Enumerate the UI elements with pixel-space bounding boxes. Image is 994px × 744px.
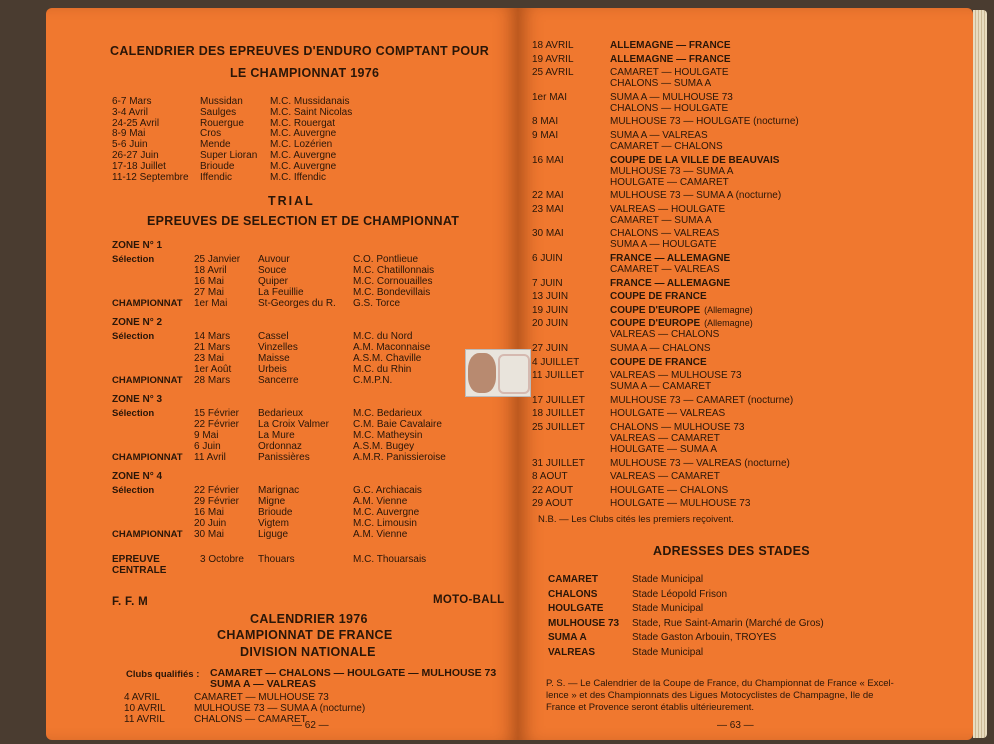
game-suffix: (Allemagne): [704, 304, 753, 315]
enduro-date: 6-7 Mars: [112, 96, 152, 107]
lgjb-logo: [498, 354, 530, 394]
page-number-63: — 63 —: [717, 720, 754, 731]
centrale-date: 3 Octobre: [200, 554, 244, 565]
zone-row-date: 23 Mai: [194, 353, 225, 364]
game-line: SUMA A — CAMARET: [610, 381, 712, 393]
zone-row-place: Brioude: [258, 507, 293, 518]
stade-club: CHALONS: [548, 588, 598, 600]
enduro-date: 17-18 Juillet: [112, 160, 166, 172]
zone-row-club: A.S.M. Bugey: [353, 441, 415, 452]
zone-row-place: Souce: [258, 265, 287, 276]
zone-row-date: 25 Janvier: [194, 254, 241, 265]
enduro-place: Saulges: [200, 106, 237, 118]
zone-row-club: A.M.R. Panissieroise: [353, 452, 446, 463]
game-date: 30 MAI: [532, 228, 564, 240]
game-line: CAMARET — SUMA A: [610, 214, 712, 226]
game-date: 19 AVRIL: [532, 53, 574, 65]
game-line: SUMA A — HOULGATE: [610, 239, 717, 251]
game-line: CHALONS — MULHOUSE 73: [610, 422, 745, 433]
game-line: FRANCE — ALLEMAGNE: [610, 277, 731, 289]
motoball-title-2: CHAMPIONNAT DE FRANCE: [217, 628, 393, 642]
centrale-label-1: EPREUVE: [112, 554, 160, 565]
game-date: 22 AOUT: [532, 484, 574, 496]
zone-row-club: A.M. Vienne: [353, 529, 408, 540]
game-date: 29 AOUT: [532, 498, 574, 510]
game-text: CHALONS — CAMARET: [194, 714, 307, 725]
motoball-label: MOTO-BALL: [433, 594, 505, 606]
zone-heading: ZONE N° 4: [112, 471, 163, 482]
game-line: HOULGATE — CHALONS: [610, 484, 729, 496]
zone-row-place: Vinzelles: [258, 342, 298, 353]
zone-row-date: 20 Juin: [194, 518, 227, 529]
stade-club: VALREAS: [548, 646, 596, 658]
clubs-line-2: SUMA A — VALREAS: [210, 678, 316, 690]
ps-line-3: France et Provence seront établis ultérieurement.: [546, 702, 755, 713]
zone-row-date: 14 Mars: [194, 331, 231, 342]
enduro-title-line2: LE CHAMPIONNAT 1976: [230, 66, 380, 80]
ps-line-1: P. S. — Le Calendrier de la Coupe de France, du Championnat de France « Excel-: [546, 678, 894, 689]
game-date: 6 JUIN: [532, 253, 563, 264]
zone-row-label: Sélection: [112, 331, 155, 342]
clubs-line-1: CAMARET — CHALONS — HOULGATE — MULHOUSE 73: [210, 667, 497, 679]
game-date: 4 AVRIL: [124, 692, 160, 703]
game-line: COUPE DE FRANCE: [610, 291, 707, 303]
game-line: CHALONS — VALREAS: [610, 228, 720, 240]
game-date: 18 JUILLET: [532, 408, 585, 420]
zone-row-date: 22 Février: [194, 419, 240, 430]
stade-club: MULHOUSE 73: [548, 617, 620, 629]
enduro-club: M.C. Saint Nicolas: [270, 106, 353, 118]
trial-title: TRIAL: [268, 194, 315, 208]
zone-row-place: Migne: [258, 496, 286, 507]
game-date: 19 JUIN: [532, 304, 569, 316]
zone-row-place: Ordonnaz: [258, 441, 302, 452]
game-date: 22 MAI: [532, 190, 564, 202]
zone-row-place: Auvour: [258, 254, 290, 265]
enduro-club: M.C. Iffendic: [270, 171, 326, 183]
stade-club: HOULGATE: [548, 603, 604, 614]
game-line: MULHOUSE 73 — SUMA A: [610, 165, 734, 177]
motoball-title-3: DIVISION NATIONALE: [240, 645, 376, 659]
game-date: 18 AVRIL: [532, 40, 574, 51]
zone-row-place: Vigtem: [258, 518, 289, 529]
game-text: CAMARET — MULHOUSE 73: [194, 692, 329, 703]
stade-club: SUMA A: [548, 632, 587, 643]
game-line: SUMA A — MULHOUSE 73: [610, 91, 733, 103]
zone-row-date: 15 Février: [194, 408, 240, 419]
game-date: 23 MAI: [532, 203, 564, 215]
game-date: 31 JUILLET: [532, 457, 585, 469]
clubs-label: Clubs qualifiés :: [126, 669, 200, 680]
zone-row-date: 16 Mai: [194, 507, 225, 518]
zone-row-date: 30 Mai: [194, 529, 225, 540]
zone-row-label: CHAMPIONNAT: [112, 298, 183, 309]
game-date: 27 JUIN: [532, 343, 569, 354]
game-date: 4 JUILLET: [532, 356, 580, 368]
zone-row-date: 16 Mai: [194, 276, 225, 287]
book-page-edges: [973, 10, 987, 738]
game-date: 11 AVRIL: [124, 714, 165, 725]
game-date: 7 JUIN: [532, 277, 563, 289]
stade-club: CAMARET: [548, 574, 598, 585]
game-date: 17 JUILLET: [532, 394, 585, 406]
enduro-date: 3-4 Avril: [112, 106, 148, 118]
enduro-date: 8-9 Mai: [112, 128, 146, 140]
game-line: HOULGATE — SUMA A: [610, 444, 718, 455]
game-line: SUMA A — VALREAS: [610, 130, 708, 141]
zone-row-club: A.M. Vienne: [353, 496, 408, 507]
enduro-place: Iffendic: [200, 171, 233, 183]
zone-row-club: A.M. Maconnaise: [353, 342, 431, 353]
zone-heading: ZONE N° 2: [112, 317, 163, 328]
game-line: VALREAS — CAMARET: [610, 433, 720, 444]
zone-row-place: Panissières: [258, 452, 310, 463]
enduro-date: 24-25 Avril: [112, 117, 160, 129]
zone-row-date: 28 Mars: [194, 375, 231, 386]
game-line: MULHOUSE 73 — CAMARET (nocturne): [610, 394, 794, 406]
zone-row-date: 6 Juin: [194, 441, 221, 452]
game-line: ALLEMAGNE — FRANCE: [610, 53, 731, 65]
portrait-photo: [468, 353, 496, 393]
zone-row-club: C.M.P.N.: [353, 375, 393, 386]
zone-row-club: M.C. Chatillonnais: [353, 265, 435, 276]
game-line: HOULGATE — MULHOUSE 73: [610, 498, 751, 510]
enduro-club: M.C. Lozérien: [270, 139, 333, 151]
centrale-place: Thouars: [258, 554, 295, 565]
zone-row-label: Sélection: [112, 254, 155, 265]
zone-row-place: La Mure: [258, 430, 295, 441]
game-line: ALLEMAGNE — FRANCE: [610, 40, 731, 51]
zone-row-club: M.C. Matheysin: [353, 430, 423, 441]
game-line: COUPE DE FRANCE: [610, 356, 707, 368]
game-line: CAMARET — VALREAS: [610, 264, 720, 275]
game-line: CAMARET — CHALONS: [610, 141, 723, 152]
game-line: MULHOUSE 73 — SUMA A (nocturne): [610, 190, 782, 202]
game-date: 16 MAI: [532, 154, 564, 166]
zone-row-place: Liguge: [258, 529, 289, 540]
game-line: HOULGATE — VALREAS: [610, 408, 726, 420]
zone-row-date: 21 Mars: [194, 342, 231, 353]
zone-row-club: C.O. Pontlieue: [353, 254, 419, 265]
nb-note: N.B. — Les Clubs cités les premiers reçoivent.: [538, 514, 734, 525]
enduro-club: M.C. Auvergne: [270, 128, 337, 140]
motoball-title-1: CALENDRIER 1976: [250, 612, 368, 626]
game-line: CHALONS — SUMA A: [610, 78, 712, 90]
zone-row-label: Sélection: [112, 408, 155, 419]
zone-row-date: 22 Février: [194, 485, 240, 496]
stade-address: Stade Léopold Frison: [632, 588, 728, 600]
zone-row-date: 1er Mai: [194, 298, 228, 309]
stades-title: ADRESSES DES STADES: [653, 544, 810, 558]
zone-row-place: Urbeis: [258, 364, 287, 375]
zone-row-place: La Croix Valmer: [258, 419, 329, 430]
game-date: 13 JUIN: [532, 291, 569, 303]
zone-row-place: Maisse: [258, 353, 290, 364]
game-line: MULHOUSE 73 — VALREAS (nocturne): [610, 457, 790, 469]
zone-row-club: M.C. Cornouailles: [353, 276, 433, 287]
enduro-date: 5-6 Juin: [112, 139, 148, 151]
enduro-place: Cros: [200, 128, 222, 140]
stade-address: Stade, Rue Saint-Amarin (Marché de Gros): [632, 617, 824, 629]
zone-row-club: M.C. Bondevillais: [353, 287, 431, 298]
game-line: CHALONS — HOULGATE: [610, 102, 729, 114]
game-date: 10 AVRIL: [124, 703, 166, 714]
zone-heading: ZONE N° 3: [112, 394, 163, 405]
stade-address: Stade Municipal: [632, 574, 704, 585]
game-line: VALREAS — MULHOUSE 73: [610, 370, 742, 382]
game-date: 25 JUILLET: [532, 422, 585, 433]
game-line: VALREAS — HOULGATE: [610, 203, 726, 215]
game-line: COUPE DE LA VILLE DE BEAUVAIS: [610, 154, 780, 166]
ps-line-2: lence » et des Championnats des Ligues Motocyclistes de Champagne, Ile de: [546, 690, 874, 701]
zone-row-club: M.C. Auvergne: [353, 507, 420, 518]
zone-row-club: M.C. Bedarieux: [353, 408, 422, 419]
zone-row-club: G.S. Torce: [353, 298, 401, 309]
zone-row-club: G.C. Archiacais: [353, 485, 422, 496]
game-line: VALREAS — CAMARET: [610, 471, 720, 483]
game-line: CAMARET — HOULGATE: [610, 67, 729, 79]
enduro-club: M.C. Auvergne: [270, 160, 337, 172]
enduro-date: 11-12 Septembre: [112, 171, 189, 183]
stade-address: Stade Municipal: [632, 603, 704, 614]
centrale-label-2: CENTRALE: [112, 565, 167, 576]
zone-row-label: CHAMPIONNAT: [112, 452, 183, 463]
zone-row-date: 18 Avril: [194, 265, 227, 276]
right-page: [518, 8, 973, 740]
zone-row-place: La Feuillie: [258, 287, 304, 298]
enduro-place: Rouergue: [200, 117, 244, 129]
game-line: COUPE D'EUROPE (Allemagne): [610, 318, 753, 330]
game-line: FRANCE — ALLEMAGNE: [610, 253, 731, 264]
zone-row-place: Marignac: [258, 485, 300, 496]
zone-row-date: 11 Avril: [194, 452, 226, 463]
zone-row-club: C.M. Baie Cavalaire: [353, 419, 442, 430]
game-date: 8 AOUT: [532, 471, 568, 483]
ffm-label: F. F. M: [112, 596, 148, 608]
trial-subtitle: EPREUVES DE SELECTION ET DE CHAMPIONNAT: [147, 214, 460, 228]
game-text: MULHOUSE 73 — SUMA A (nocturne): [194, 703, 366, 714]
zone-row-label: Sélection: [112, 485, 155, 496]
enduro-place: Mende: [200, 139, 231, 151]
zone-row-label: CHAMPIONNAT: [112, 529, 183, 540]
game-line: VALREAS — CHALONS: [610, 329, 720, 341]
game-date: 1er MAI: [532, 91, 568, 103]
game-date: 9 MAI: [532, 130, 559, 141]
enduro-place: Brioude: [200, 160, 235, 172]
game-date: 8 MAI: [532, 116, 559, 128]
zone-row-date: 1er Août: [194, 364, 232, 375]
enduro-place: Super Lioran: [200, 150, 258, 161]
library-stamp: [465, 349, 531, 397]
game-line: MULHOUSE 73 — HOULGATE (nocturne): [610, 116, 799, 128]
zone-row-club: A.S.M. Chaville: [353, 353, 422, 364]
zone-row-place: St-Georges du R.: [258, 298, 336, 309]
game-line: SUMA A — CHALONS: [610, 343, 711, 354]
zone-row-place: Cassel: [258, 331, 289, 342]
zone-heading: ZONE N° 1: [112, 240, 163, 251]
zone-row-date: 29 Février: [194, 496, 240, 507]
stade-address: Stade Municipal: [632, 646, 704, 658]
zone-row-place: Quiper: [258, 276, 289, 287]
game-suffix: (Allemagne): [704, 318, 753, 329]
zone-row-label: CHAMPIONNAT: [112, 375, 183, 386]
game-date: 25 AVRIL: [532, 67, 574, 79]
enduro-date: 26-27 Juin: [112, 150, 159, 161]
game-date: 20 JUIN: [532, 318, 569, 330]
zone-row-date: 27 Mai: [194, 287, 225, 298]
game-line: HOULGATE — CAMARET: [610, 176, 729, 188]
zone-row-place: Sancerre: [258, 375, 299, 386]
enduro-club: M.C. Auvergne: [270, 150, 337, 161]
zone-row-club: M.C. du Rhin: [353, 364, 412, 375]
zone-row-date: 9 Mai: [194, 430, 219, 441]
enduro-place: Mussidan: [200, 96, 243, 107]
zone-row-place: Bedarieux: [258, 408, 304, 419]
game-line: COUPE D'EUROPE (Allemagne): [610, 304, 753, 316]
page-number-62: — 62 —: [292, 720, 329, 731]
enduro-club: M.C. Mussidanais: [270, 96, 350, 107]
enduro-title-line1: CALENDRIER DES EPREUVES D'ENDURO COMPTANT POUR: [110, 44, 490, 58]
stade-address: Stade Gaston Arbouin, TROYES: [632, 632, 777, 643]
zone-row-club: M.C. Limousin: [353, 518, 417, 529]
zone-row-club: M.C. du Nord: [353, 331, 413, 342]
enduro-club: M.C. Rouergat: [270, 117, 336, 129]
centrale-club: M.C. Thouarsais: [353, 554, 427, 565]
left-page: [46, 8, 518, 740]
game-date: 11 JUILLET: [532, 370, 585, 382]
